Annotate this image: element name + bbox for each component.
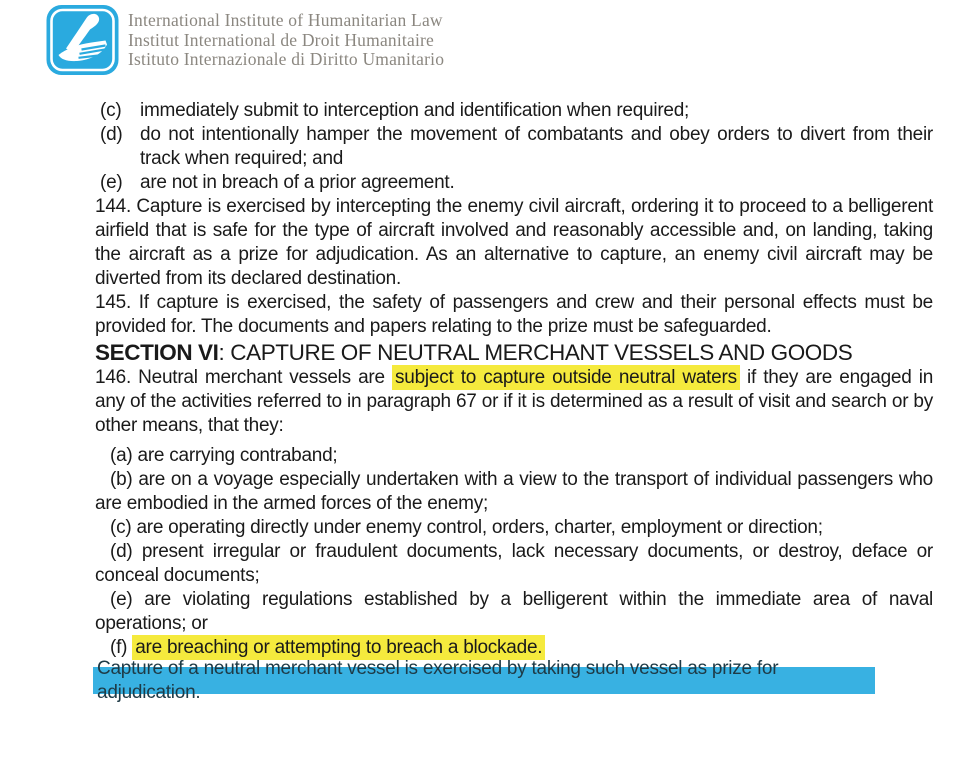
list-item-label: (d)	[110, 541, 133, 562]
list-item	[95, 468, 933, 516]
paragraph-146	[95, 366, 933, 438]
list-item	[95, 123, 933, 171]
list-item-text: immediately submit to interception and identification when required;	[140, 100, 690, 121]
yellow-highlight: are breaching or attempting to breach a blockade.	[132, 635, 545, 660]
conditions-list-bottom	[95, 444, 933, 660]
org-name-fr: Institut International de Droit Humanitaire	[128, 29, 435, 50]
list-item	[95, 171, 933, 195]
list-item-text: are on a voyage especially undertaken with a view to the transport of individual passengers who are embodied in the armed forces of the enemy;	[95, 469, 934, 514]
section-number: SECTION VI	[95, 340, 219, 365]
document-body	[95, 99, 934, 703]
list-item-text: are carrying contraband;	[137, 445, 338, 466]
list-item-text: do not intentionally hamper the movement of combatants and obey orders to divert from their track when required; and	[140, 124, 933, 169]
list-item-text: present irregular or fraudulent documents, lack necessary documents, or destroy, deface or conceal documents;	[95, 541, 934, 586]
list-item-label: (c)	[110, 517, 132, 538]
org-name-en: International Institute of Humanitarian Law	[128, 10, 443, 30]
list-item-label: (e)	[100, 172, 123, 193]
paragraph-146-pre: 146. Neutral merchant vessels are	[95, 367, 393, 388]
list-item-label: (f)	[110, 637, 128, 658]
list-item-text: are not in breach of a prior agreement.	[140, 172, 455, 193]
organization-name-block	[128, 5, 444, 70]
paragraph-145: 145. If capture is exercised, the safety of passengers and crew and their personal effects must be provided for. The documents and papers relating to the prize must be safeguarded.	[95, 292, 933, 337]
list-item	[95, 588, 933, 636]
section-title: : CAPTURE OF NEUTRAL MERCHANT VESSELS AND GOODS	[218, 340, 853, 365]
swan-logo-icon	[46, 5, 119, 75]
list-item	[95, 540, 933, 588]
org-name-it: Istituto Internazionale di Diritto Umanitario	[128, 49, 445, 69]
list-item-text: are operating directly under enemy control, orders, charter, employment or direction;	[136, 517, 823, 538]
yellow-highlight: subject to capture outside neutral waters	[392, 365, 740, 390]
capture-note-blue-highlight	[93, 657, 875, 703]
list-item-label: (d)	[100, 124, 123, 145]
list-item-label: (b)	[110, 469, 133, 490]
conditions-list-top	[95, 99, 933, 195]
paragraph-146-post: if they are engaged in any of the activities referred to in paragraph 67 or if it is determined as a result of visit and search or by other means, that they:	[95, 367, 934, 436]
letterhead	[46, 5, 444, 75]
paragraph-144: 144. Capture is exercised by intercepting the enemy civil aircraft, ordering it to proceed to a belligerent airfield that is safe for the type of aircraft involved and reasonably accessible and, on landing, taking the aircraft as a prize for adjudication. As an alternative to capture, an enemy civil aircraft may be diverted from its declared destination.	[95, 196, 933, 289]
list-item-label: (a)	[110, 445, 133, 466]
section-vi-heading	[95, 339, 933, 366]
list-item-label: (e)	[110, 589, 133, 610]
list-item-label: (c)	[100, 100, 122, 121]
list-item-text: are violating regulations established by a belligerent within the immediate area of naval operations; or	[95, 589, 933, 634]
capture-note-text: Capture of a neutral merchant vessel is exercised by taking such vessel as prize for adjudication.	[97, 657, 779, 703]
list-item	[95, 516, 933, 540]
list-item	[95, 444, 933, 468]
list-item	[95, 99, 933, 123]
